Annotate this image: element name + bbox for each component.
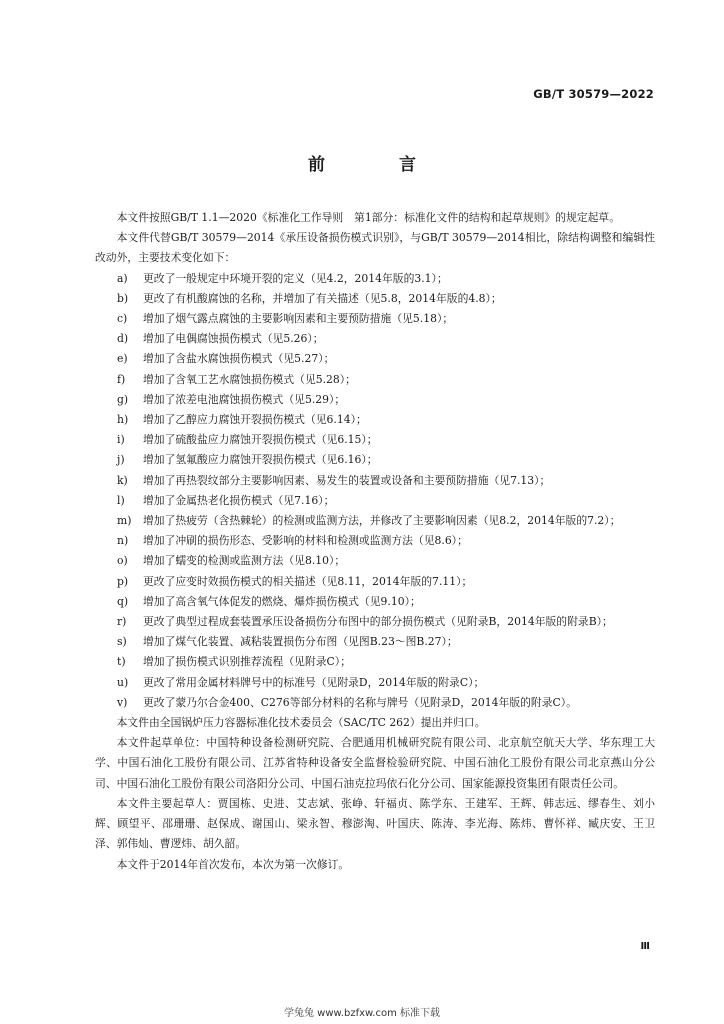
list-item-label: h) bbox=[117, 413, 129, 427]
list-item bbox=[95, 511, 655, 531]
paragraph-drafting-rules: 本文件按照GB/T 1.1—2020《标准化工作导则 第1部分：标准化文件的结构和起草规则》的规定起草。 bbox=[116, 211, 621, 224]
list-item-text: 增加了煤气化装置、减粘装置损伤分布图（见图B.23～图B.27）； bbox=[143, 635, 458, 649]
list-item bbox=[95, 592, 655, 612]
list-item-text: 更改了一般规定中环境开裂的定义（见4.2，2014年版的3.1）； bbox=[143, 271, 448, 285]
paragraph-replacement: 本文件代替GB/T 30579—2014《承压设备损伤模式识别》，与GB/T 30579—2014相比，除结构调整和编辑性改动外，主要技术变化如下： bbox=[95, 231, 655, 265]
list-item-label: s) bbox=[117, 635, 127, 649]
paragraph-drafting-units: 本文件起草单位：中国特种设备检测研究院、合肥通用机械研究院有限公司、北京航空航天大学、华东理工大学、中国石油化工股份有限公司、江苏省特种设备安全监督检验研究院、中国石油化工股份有限公司北京燕山分公司、中国石油化工股份有限公司洛阳分公司、中国石油克拉玛依石化分公司、国家能源投资集团有限责任公司。 bbox=[95, 736, 655, 790]
list-item bbox=[95, 410, 655, 430]
list-item-text: 增加了高含氧气体促发的燃烧、爆炸损伤模式（见9.10）； bbox=[143, 594, 421, 608]
list-item-text: 增加了烟气露点腐蚀的主要影响因素和主要预防措施（见5.18）； bbox=[143, 312, 454, 326]
list-item bbox=[95, 531, 655, 551]
list-item-label: b) bbox=[117, 291, 129, 305]
list-item-label: e) bbox=[117, 352, 128, 366]
page-number: Ⅲ bbox=[640, 941, 650, 952]
list-item bbox=[95, 491, 655, 511]
list-item-text: 增加了硫酸盐应力腐蚀开裂损伤模式（见6.15）； bbox=[143, 433, 378, 447]
list-item bbox=[95, 289, 655, 309]
list-item-label: l) bbox=[117, 493, 125, 507]
list-item-label: m) bbox=[117, 514, 132, 528]
list-item bbox=[95, 652, 655, 672]
list-item-label: v) bbox=[117, 695, 128, 709]
list-item bbox=[95, 450, 655, 470]
list-item-label: j) bbox=[117, 453, 125, 467]
list-item bbox=[95, 471, 655, 491]
paragraph-history: 本文件于2014年首次发布，本次为第一次修订。 bbox=[116, 857, 350, 871]
list-item-text: 增加了冲刷的损伤形态、受影响的材料和检测或监测方法（见8.6）； bbox=[143, 534, 468, 548]
list-item-label: t) bbox=[117, 655, 126, 669]
list-item-text: 增加了浓差电池腐蚀损伤模式（见5.29）； bbox=[143, 392, 346, 406]
list-item bbox=[95, 370, 655, 390]
list-item-text: 更改了典型过程成套装置承压设备损伤分布图中的部分损伤模式（见附录B，2014年版的附录B）； bbox=[143, 615, 613, 629]
paragraph-drafters: 本文件主要起草人：贾国栋、史进、艾志斌、张峥、轩福贞、陈学东、王建军、王辉、韩志远、缪春生、刘小辉、顾望平、邵珊珊、赵保成、谢国山、梁永智、穆澎淘、叶国庆、陈涛、李光海、陈炜、曹怀祥、臧庆安、王卫泽、郭伟灿、曹逻炜、胡久韶。 bbox=[95, 796, 655, 851]
list-item-text: 增加了蠕变的检测或监测方法（见8.10）； bbox=[143, 554, 346, 568]
list-item bbox=[95, 612, 655, 632]
list-item-label: i) bbox=[117, 433, 125, 447]
list-item-text: 增加了含氧工艺水腐蚀损伤模式（见5.28）； bbox=[143, 372, 356, 386]
list-item bbox=[95, 390, 655, 410]
list-item-label: p) bbox=[117, 574, 129, 588]
standard-number: GB/T 30579—2022 bbox=[533, 87, 654, 101]
list-item-label: r) bbox=[117, 615, 127, 629]
list-item bbox=[95, 309, 655, 329]
list-item-text: 增加了氢氟酸应力腐蚀开裂损伤模式（见6.16）； bbox=[143, 453, 378, 467]
list-item-label: u) bbox=[117, 675, 129, 689]
list-item-text: 增加了电偶腐蚀损伤模式（见5.26）； bbox=[143, 332, 324, 346]
list-item-text: 更改了应变时效损伤模式的相关描述（见8.11，2014年版的7.11）； bbox=[143, 574, 473, 588]
list-item-text: 更改了有机酸腐蚀的名称，并增加了有关描述（见5.8，2014年版的4.8）； bbox=[143, 291, 502, 305]
list-item-label: g) bbox=[117, 392, 129, 406]
list-item-text: 增加了含盐水腐蚀损伤模式（见5.27）； bbox=[143, 352, 335, 366]
footer-watermark: 学兔兔 www.bzfxw.com 标准下载 bbox=[284, 1008, 440, 1019]
list-item-text: 更改了蒙乃尔合金400、C276等部分材料的名称与牌号（见附录D，2014年版的附录C）。 bbox=[143, 695, 577, 709]
list-item bbox=[95, 329, 655, 349]
foreword-body bbox=[95, 208, 655, 875]
list-item-text: 增加了金属热老化损伤模式（见7.16）； bbox=[143, 493, 335, 507]
list-item bbox=[95, 673, 655, 693]
paragraph-proposer: 本文件由全国锅炉压力容器标准化技术委员会（SAC/TC 262）提出并归口。 bbox=[116, 716, 486, 730]
list-item-label: c) bbox=[117, 312, 128, 326]
list-item-text: 增加了损伤模式识别推荐流程（见附录C）； bbox=[143, 655, 351, 669]
list-item-label: o) bbox=[117, 554, 128, 568]
changes-list bbox=[95, 269, 655, 713]
list-item-text: 更改了常用金属材料牌号中的标准号（见附录D，2014年版的附录C）； bbox=[143, 675, 485, 689]
list-item-label: n) bbox=[117, 534, 129, 548]
page-title: 前 言 bbox=[308, 155, 450, 175]
list-item-text: 增加了乙醇应力腐蚀开裂损伤模式（见6.14）； bbox=[143, 413, 367, 427]
list-item bbox=[95, 269, 655, 289]
list-item-label: a) bbox=[117, 271, 128, 285]
list-item bbox=[95, 572, 655, 592]
list-item bbox=[95, 551, 655, 571]
list-item-label: q) bbox=[117, 594, 129, 608]
list-item-label: k) bbox=[117, 473, 128, 487]
list-item bbox=[95, 632, 655, 652]
list-item-text: 增加了热疲劳（含热棘轮）的检测或监测方法，并修改了主要影响因素（见8.2，2014年版的7.2）； bbox=[143, 514, 621, 528]
list-item bbox=[95, 349, 655, 369]
list-item-label: d) bbox=[117, 332, 129, 346]
list-item-label: f) bbox=[117, 372, 126, 386]
list-item bbox=[95, 430, 655, 450]
list-item-text: 增加了再热裂纹部分主要影响因素、易发生的装置或设备和主要预防措施（见7.13）； bbox=[143, 473, 551, 487]
list-item bbox=[95, 693, 655, 713]
